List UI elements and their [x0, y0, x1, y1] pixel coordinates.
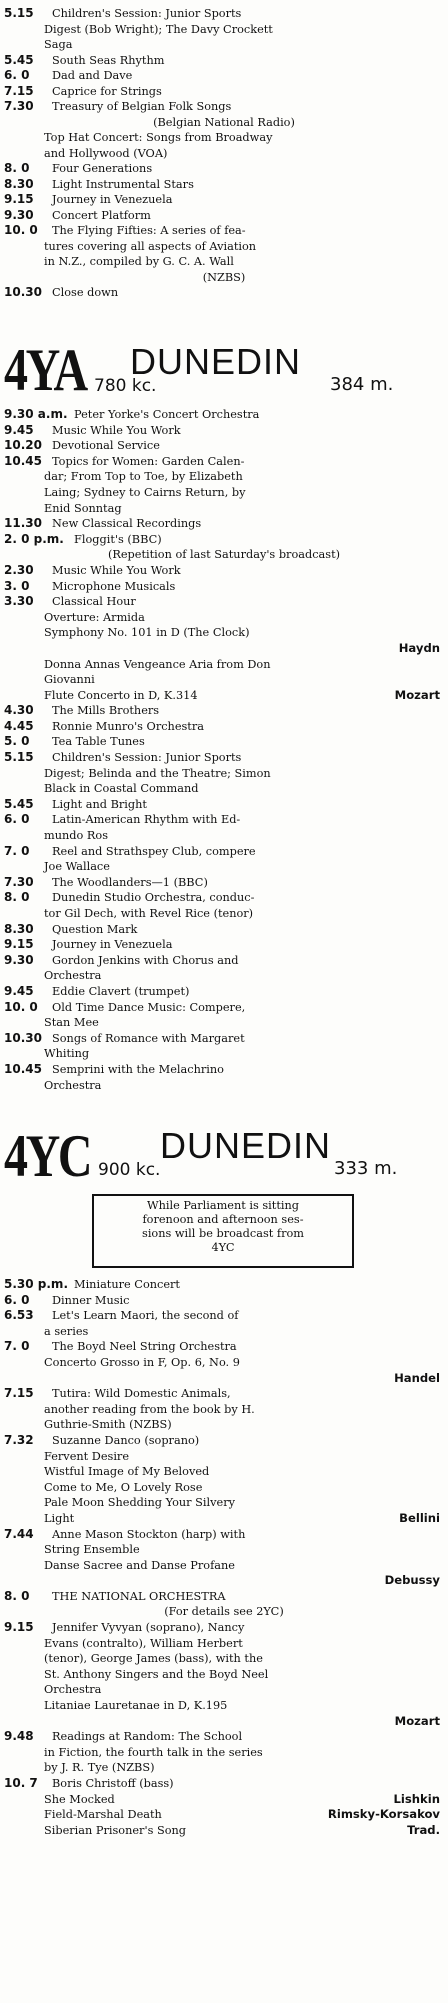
listing-line — [0, 177, 448, 193]
composer-name: Debussy — [384, 1573, 440, 1588]
programme-text: Suzanne Danco (soprano) — [52, 1433, 200, 1447]
wavelength: 384 m. — [330, 374, 394, 395]
programme-text: in Fiction, the fourth talk in the series — [44, 1745, 263, 1759]
programme-text: mundo Ros — [44, 829, 108, 843]
programme-text: dar; From Top to Toe, by Elizabeth — [44, 470, 243, 484]
programme-text: Field-Marshal Death — [44, 1808, 162, 1822]
programme-text: Concert Platform — [52, 208, 151, 222]
city-name: DUNEDIN — [160, 1125, 332, 1166]
notice-line: sions will be broadcast from — [142, 1227, 304, 1240]
listing-line — [0, 984, 448, 1000]
programme-text: Laing; Sydney to Cairns Return, by — [44, 485, 246, 499]
listing-line — [0, 53, 448, 69]
listing-line — [0, 1031, 448, 1047]
listing-line — [0, 532, 448, 548]
programme-text: Fervent Desire — [44, 1449, 130, 1463]
time-slot: 5.30 p.m. — [4, 1277, 68, 1291]
listing-line — [0, 750, 448, 766]
listing-line — [0, 1823, 448, 1839]
programme-text: (tenor), George James (bass), with the — [44, 1652, 263, 1666]
listing-line — [0, 99, 448, 115]
time-slot: 10.45 — [4, 1061, 42, 1076]
time-slot: 10.45 — [4, 453, 42, 468]
programme-text: Four Generations — [52, 162, 153, 175]
time-slot: 6. 0 — [4, 812, 30, 827]
programme-text: Wistful Image of My Beloved — [44, 1465, 210, 1479]
listing-line — [0, 766, 448, 782]
programme-text: (Belgian National Radio) — [153, 115, 295, 129]
composer-name: Rimsky-Korsakov — [327, 1807, 440, 1822]
listing-line — [0, 610, 448, 626]
programme-text: Ronnie Munro's Orchestra — [52, 719, 204, 733]
programme-text: Flute Concerto in D, K.314 — [44, 688, 198, 702]
listing-block-4ya — [0, 407, 448, 1093]
listing-line — [0, 22, 448, 38]
programme-text: Joe Wallace — [44, 860, 110, 874]
callsign: 4YC — [4, 1123, 91, 1189]
listing-line — [0, 1511, 448, 1527]
listing-line — [0, 781, 448, 797]
listing-line — [0, 1527, 448, 1543]
city-name: DUNEDIN — [130, 341, 302, 382]
composer-name: Haydn — [398, 640, 440, 655]
programme-text: THE NATIONAL ORCHESTRA — [52, 1589, 226, 1603]
listing-line — [0, 1558, 448, 1574]
programme-text: Dad and Dave — [52, 69, 133, 82]
programme-text: Music While You Work — [52, 423, 181, 437]
listing-line — [0, 1417, 448, 1433]
listing-line — [0, 1293, 448, 1309]
programme-text: Treasury of Belgian Folk Songs — [52, 100, 232, 113]
time-slot: 4.30 — [4, 703, 34, 718]
programme-text: Miniature Concert — [74, 1278, 180, 1291]
listing-line — [0, 68, 448, 84]
listing-line — [0, 1792, 448, 1808]
programme-text: Microphone Musicals — [52, 579, 176, 593]
programme-text: another reading from the book by H. — [44, 1402, 255, 1416]
programme-text: Dinner Music — [52, 1293, 130, 1307]
time-slot: 7.15 — [4, 1386, 34, 1401]
programme-text: Siberian Prisoner's Song — [44, 1823, 186, 1837]
notice-line: forenoon and afternoon ses- — [142, 1213, 304, 1226]
programme-text: Close down — [52, 286, 119, 299]
programme-text: She Mocked — [44, 1792, 115, 1806]
programme-text: Semprini with the Melachrino — [52, 1062, 224, 1076]
time-slot: 10.30 — [4, 1030, 42, 1045]
time-slot: 9.48 — [4, 1729, 34, 1744]
time-slot: 9.15 — [4, 192, 34, 206]
listing-line — [0, 968, 448, 984]
listing-line — [0, 1698, 448, 1714]
programme-text: by J. R. Tye (NZBS) — [44, 1761, 155, 1775]
listing-line — [0, 657, 448, 673]
time-slot: 6.53 — [4, 1308, 34, 1323]
listing-line — [0, 1339, 448, 1355]
time-slot: 7.30 — [4, 99, 34, 113]
programme-text: Devotional Service — [52, 439, 160, 453]
listing-line — [0, 407, 448, 423]
programme-text: The Mills Brothers — [52, 704, 160, 718]
listing-line — [0, 161, 448, 177]
time-slot: 7. 0 — [4, 843, 30, 858]
programme-text: St. Anthony Singers and the Boyd Neel — [44, 1667, 269, 1681]
time-slot: 9.15 — [4, 1620, 34, 1635]
listing-line — [0, 1433, 448, 1449]
programme-text: Light — [44, 1511, 75, 1525]
programme-text: Journey in Venezuela — [52, 938, 173, 952]
time-slot: 7.30 — [4, 874, 34, 889]
listing-line — [0, 828, 448, 844]
listing-line — [0, 688, 448, 704]
listing-line — [0, 797, 448, 813]
programme-text: Digest (Bob Wright); The Davy Crockett — [44, 22, 273, 36]
programme-text: Old Time Dance Music: Compere, — [52, 1000, 246, 1014]
time-slot: 4.45 — [4, 718, 34, 733]
time-slot: 9.45 — [4, 983, 34, 998]
programme-text: Stan Mee — [44, 1016, 99, 1030]
programme-text: Children's Session: Junior Sports — [52, 751, 242, 765]
programme-text: Come to Me, O Lovely Rose — [44, 1480, 203, 1494]
time-slot: 2. 0 p.m. — [4, 531, 64, 546]
listing-line — [0, 1729, 448, 1745]
listing-line — [0, 875, 448, 891]
listing-line — [0, 1542, 448, 1558]
programme-text: Giovanni — [44, 673, 95, 687]
listing-line — [0, 906, 448, 922]
listing-line — [0, 1636, 448, 1652]
station-header-4yc — [0, 1123, 448, 1189]
listing-line — [0, 937, 448, 953]
programme-text: Light and Bright — [52, 797, 147, 811]
listing-line — [0, 115, 448, 131]
time-slot: 9.15 — [4, 937, 34, 952]
listing-line — [0, 501, 448, 517]
time-slot: 8.30 — [4, 921, 34, 936]
time-slot: 3.30 — [4, 594, 34, 609]
time-slot: 9.30 — [4, 207, 34, 222]
time-slot: 6. 0 — [4, 68, 30, 82]
listing-line — [0, 812, 448, 828]
wavelength: 333 m. — [334, 1158, 398, 1179]
programme-text: Songs of Romance with Margaret — [52, 1031, 245, 1045]
programme-text: Evans (contralto), William Herbert — [44, 1636, 243, 1650]
listing-line — [0, 625, 448, 641]
listing-line — [0, 239, 448, 255]
listing-line — [0, 1277, 448, 1293]
programme-text: in N.Z., compiled by G. C. A. Wall — [44, 255, 234, 268]
programme-text: Readings at Random: The School — [52, 1730, 243, 1744]
listing-line — [0, 1000, 448, 1016]
listing-line — [0, 719, 448, 735]
programme-text: Light Instrumental Stars — [52, 177, 194, 191]
programme-text: Gordon Jenkins with Chorus and — [52, 953, 239, 967]
listing-line — [0, 1046, 448, 1062]
listing-line — [0, 844, 448, 860]
time-slot: 5. 0 — [4, 734, 30, 749]
listing-line — [0, 423, 448, 439]
listing-line — [0, 1620, 448, 1636]
frequency: 780 kc. — [94, 376, 157, 396]
programme-text: Whiting — [44, 1047, 90, 1061]
programme-text: Enid Sonntag — [44, 501, 122, 515]
listing-line — [0, 192, 448, 208]
programme-text: Dunedin Studio Orchestra, conduc- — [52, 891, 255, 905]
listing-line — [0, 1760, 448, 1776]
programme-text: Guthrie-Smith (NZBS) — [44, 1418, 172, 1432]
composer-name: Bellini — [399, 1510, 440, 1525]
listing-line — [0, 1651, 448, 1667]
composer-name: Mozart — [394, 1713, 440, 1728]
programme-text: Classical Hour — [52, 595, 136, 609]
listing-line — [0, 547, 448, 563]
listing-block-4yc — [0, 1277, 448, 1838]
listing-line — [0, 454, 448, 470]
listing-line — [0, 1495, 448, 1511]
listing-line — [0, 1449, 448, 1465]
callsign: 4YA — [4, 337, 86, 403]
programme-text: tor Gil Dech, with Revel Rice (tenor) — [44, 907, 254, 920]
notice-line: 4YC — [211, 1241, 235, 1254]
time-slot: 8. 0 — [4, 161, 30, 175]
time-slot: 11.30 — [4, 516, 42, 531]
listing-line — [0, 438, 448, 454]
listing-line — [0, 734, 448, 750]
time-slot: 9.30 — [4, 952, 34, 967]
programme-text: Concerto Grosso in F, Op. 6, No. 9 — [44, 1355, 240, 1369]
listing-line — [0, 1714, 448, 1730]
listing-line — [0, 579, 448, 595]
time-slot: 10. 0 — [4, 999, 38, 1014]
programme-text: Digest; Belinda and the Theatre; Simon — [44, 766, 271, 780]
programme-text: Latin-American Rhythm with Ed- — [52, 813, 241, 827]
programme-text: Black in Coastal Command — [44, 782, 199, 796]
composer-name: Lishkin — [393, 1791, 440, 1806]
time-slot: 8. 0 — [4, 890, 30, 905]
listing-block-top — [0, 6, 448, 301]
listing-line — [0, 485, 448, 501]
programme-text: Music While You Work — [52, 563, 181, 577]
programme-text: a series — [44, 1324, 89, 1338]
programme-text: Jennifer Vyvyan (soprano), Nancy — [52, 1621, 245, 1635]
listing-line — [0, 1604, 448, 1620]
listing-line — [0, 859, 448, 875]
frequency: 900 kc. — [98, 1160, 161, 1180]
listing-line — [0, 1015, 448, 1031]
programme-text: Reel and Strathspey Club, compere — [52, 844, 256, 858]
parliament-notice — [92, 1194, 354, 1268]
listing-line — [0, 1480, 448, 1496]
programme-text: Overture: Armida — [44, 610, 145, 624]
listing-line — [0, 1807, 448, 1823]
time-slot: 8. 0 — [4, 1588, 30, 1603]
programme-text: Question Mark — [52, 922, 138, 936]
listing-line — [0, 890, 448, 906]
programme-text: Eddie Clavert (trumpet) — [52, 984, 190, 998]
time-slot: 10.20 — [4, 438, 42, 453]
programme-text: Peter Yorke's Concert Orchestra — [74, 408, 260, 421]
time-slot: 5.15 — [4, 750, 34, 765]
notice-line: While Parliament is sitting — [147, 1199, 299, 1212]
listing-line — [0, 1386, 448, 1402]
listing-line — [0, 208, 448, 224]
programme-text: String Ensemble — [44, 1543, 140, 1557]
listing-line — [0, 563, 448, 579]
listing-line — [0, 953, 448, 969]
listing-line — [0, 6, 448, 22]
programme-text: Tutira: Wild Domestic Animals, — [52, 1387, 231, 1401]
time-slot: 8.30 — [4, 176, 34, 191]
programme-text: Caprice for Strings — [52, 84, 162, 98]
listing-line — [0, 130, 448, 146]
programme-text: Boris Christoff (bass) — [52, 1777, 174, 1790]
listing-line — [0, 1589, 448, 1605]
programme-text: The Boyd Neel String Orchestra — [52, 1340, 237, 1354]
programme-text: South Seas Rhythm — [52, 53, 165, 67]
time-slot: 9.30 a.m. — [4, 407, 68, 421]
listing-line — [0, 1308, 448, 1324]
listing-line — [0, 1682, 448, 1698]
programme-text: Floggit's (BBC) — [74, 532, 162, 546]
programme-text: (For details see 2YC) — [164, 1605, 284, 1619]
programme-text: Journey in Venezuela — [52, 193, 173, 206]
time-slot: 10. 0 — [4, 223, 38, 237]
programme-text: New Classical Recordings — [52, 517, 202, 531]
time-slot: 10. 7 — [4, 1776, 38, 1790]
composer-name: Trad. — [407, 1822, 440, 1837]
listing-line — [0, 641, 448, 657]
listing-line — [0, 285, 448, 301]
programme-text: The Woodlanders—1 (BBC) — [52, 875, 208, 889]
time-slot: 5.15 — [4, 6, 34, 20]
programme-text: Anne Mason Stockton (harp) with — [52, 1527, 246, 1541]
composer-name: Handel — [394, 1370, 440, 1385]
listing-line — [0, 1062, 448, 1078]
listing-line — [0, 1355, 448, 1371]
programme-text: tures covering all aspects of Aviation — [44, 239, 257, 253]
programme-text: Litaniae Lauretanae in D, K.195 — [44, 1699, 228, 1713]
programme-text: Symphony No. 101 in D (The Clock) — [44, 626, 250, 640]
programme-text: Tea Table Tunes — [52, 735, 145, 749]
listing-line — [0, 84, 448, 100]
listing-line — [0, 922, 448, 938]
time-slot: 9.45 — [4, 422, 34, 437]
time-slot: 3. 0 — [4, 578, 30, 593]
listing-line — [0, 594, 448, 610]
time-slot: 2.30 — [4, 562, 34, 577]
time-slot: 7. 0 — [4, 1339, 30, 1354]
programme-text: Topics for Women: Garden Calen- — [52, 454, 245, 468]
time-slot: 5.45 — [4, 52, 34, 67]
listing-line — [0, 1464, 448, 1480]
time-slot: 6. 0 — [4, 1292, 30, 1307]
listing-line — [0, 146, 448, 162]
programme-text: Danse Sacree and Danse Profane — [44, 1558, 235, 1572]
listing-line — [0, 37, 448, 53]
programme-text: Top Hat Concert: Songs from Broadway — [44, 131, 273, 144]
listing-line — [0, 703, 448, 719]
listing-line — [0, 1402, 448, 1418]
listing-line — [0, 254, 448, 270]
programme-text: Pale Moon Shedding Your Silvery — [44, 1496, 235, 1510]
programme-text: Orchestra — [44, 1078, 102, 1092]
listing-line — [0, 1776, 448, 1792]
programme-text: Orchestra — [44, 1683, 102, 1697]
listing-line — [0, 270, 448, 286]
programme-text: Let's Learn Maori, the second of — [52, 1309, 239, 1323]
listing-line — [0, 516, 448, 532]
listing-line — [0, 469, 448, 485]
listing-line — [0, 1324, 448, 1340]
time-slot: 5.45 — [4, 796, 34, 811]
time-slot: 7.32 — [4, 1432, 34, 1447]
listing-line — [0, 223, 448, 239]
programme-text: Children's Session: Junior Sports — [52, 7, 242, 20]
listing-line — [0, 1667, 448, 1683]
programme-text: Saga — [44, 38, 73, 51]
listing-line — [0, 1745, 448, 1761]
programme-text: Donna Annas Vengeance Aria from Don — [44, 657, 271, 671]
time-slot: 7.44 — [4, 1526, 34, 1541]
programme-text: The Flying Fifties: A series of fea- — [52, 224, 246, 237]
time-slot: 10.30 — [4, 285, 42, 299]
listing-line — [0, 1573, 448, 1589]
time-slot: 7.15 — [4, 83, 34, 98]
station-header-4ya — [0, 337, 448, 403]
programme-text: Orchestra — [44, 969, 102, 983]
listing-line — [0, 672, 448, 688]
listing-line — [0, 1371, 448, 1387]
programme-text: and Hollywood (VOA) — [44, 146, 168, 160]
programme-text: (Repetition of last Saturday's broadcast) — [107, 548, 341, 562]
programme-text: (NZBS) — [202, 270, 246, 284]
listing-line — [0, 1078, 448, 1094]
composer-name: Mozart — [394, 687, 440, 702]
